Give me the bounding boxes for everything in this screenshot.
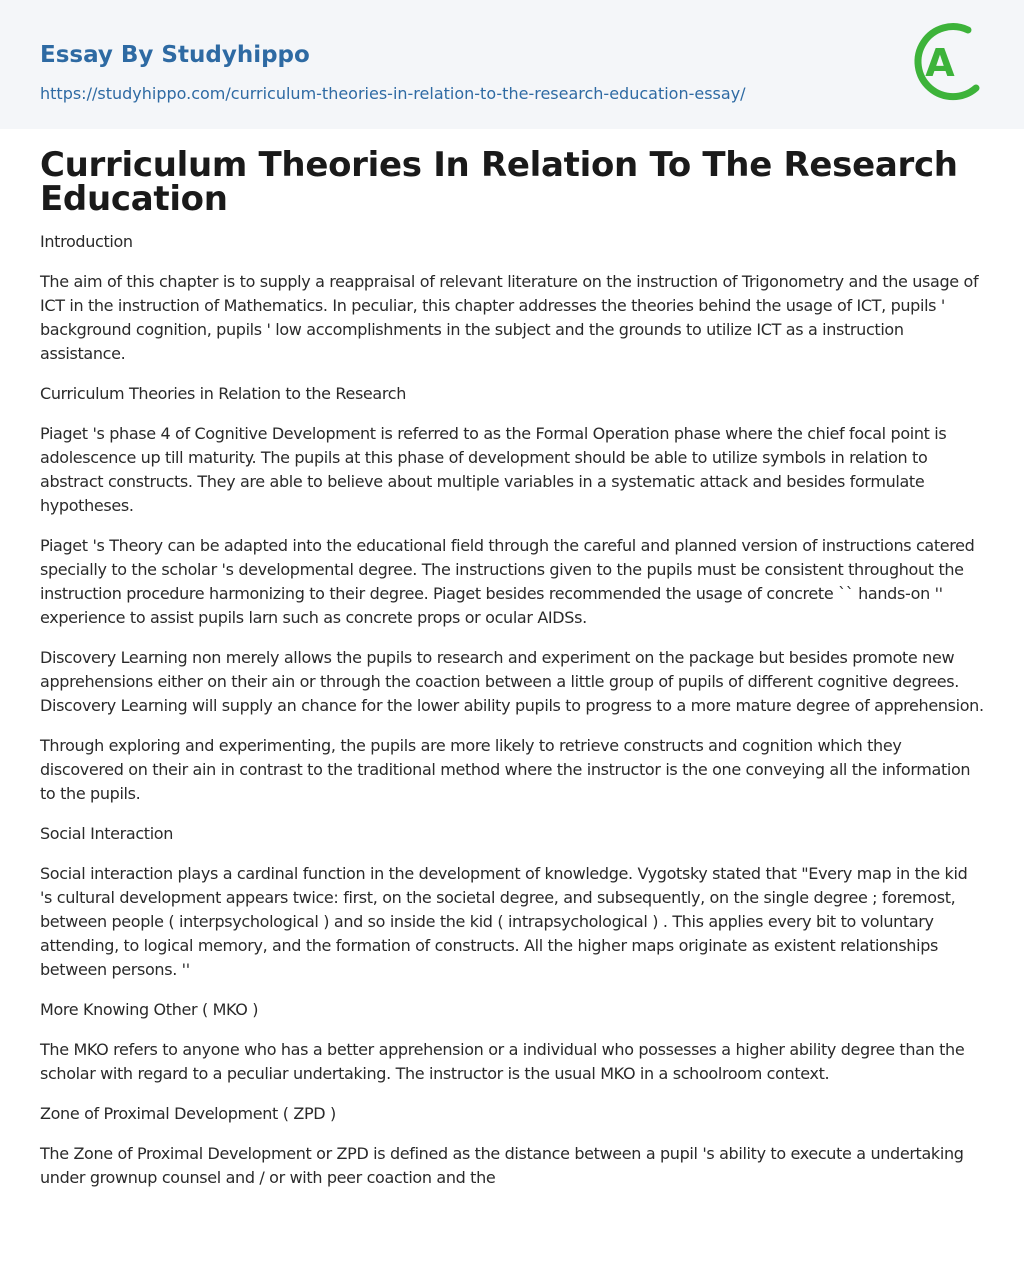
- section-heading-mko: More Knowing Other ( MKO ): [40, 1000, 259, 1019]
- logo-letter: A: [925, 41, 955, 85]
- paragraph: Social interaction plays a cardinal function in the development of knowledge. Vygotsky stated that "Every map in the kid 's cultural development appears twice: first, on the societal degree, and subsequently, on the single degree ; foremost, between people ( interpsychological ) and so inside the kid ( intrapsychological ) . This applies every bit to voluntary attending, to logical memory, and the formation of constructs. All the higher maps originate as existent relationships between persons. '': [40, 864, 968, 979]
- paragraph: The MKO refers to anyone who has a better apprehension or a individual who possesses a higher ability degree than the scholar with regard to a peculiar undertaking. The instructor is the usual MKO in a schoolroom context.: [40, 1040, 965, 1083]
- paragraph: The aim of this chapter is to supply a reappraisal of relevant literature on the instruction of Trigonometry and the usage of ICT in the instruction of Mathematics. In peculiar, this chapter addresses the theories behind the usage of ICT, pupils ' background cognition, pupils ' low accomplishments in the subject and the grounds to utilize ICT as a instruction assistance.: [40, 272, 979, 363]
- paragraph: Discovery Learning non merely allows the pupils to research and experiment on the package but besides promote new apprehensions either on their ain or through the coaction between a little group of pupils of different cognitive degrees. Discovery Learning will supply an chance for the lower ability pupils to progress to a more mature degree of apprehension.: [40, 648, 984, 715]
- article-body: [40, 230, 984, 1190]
- section-heading-zpd: Zone of Proximal Development ( ZPD ): [40, 1104, 336, 1123]
- paragraph: Through exploring and experimenting, the pupils are more likely to retrieve constructs and cognition which they discovered on their ain in contrast to the traditional method where the instructor is the one conveying all the information to the pupils.: [40, 736, 971, 803]
- essay-url-link[interactable]: https://studyhippo.com/curriculum-theories-in-relation-to-the-research-education-essay/: [40, 84, 746, 103]
- paragraph: Piaget 's Theory can be adapted into the educational field through the careful and planned version of instructions catered specially to the scholar 's developmental degree. The instructions given to the pupils must be consistent throughout the instruction procedure harmonizing to their degree. Piaget besides recommended the usage of concrete `` hands-on '' experience to assist pupils larn such as concrete props or ocular AIDSs.: [40, 536, 975, 627]
- site-brand[interactable]: Essay By Studyhippo: [40, 42, 310, 68]
- paragraph: Piaget 's phase 4 of Cognitive Development is referred to as the Formal Operation phase where the chief focal point is adolescence up till maturity. The pupils at this phase of development should be able to utilize symbols in relation to abstract constructs. They are able to believe about multiple variables in a systematic attack and besides formulate hypotheses.: [40, 424, 947, 515]
- article-title: Curriculum Theories In Relation To The Research Education: [40, 145, 958, 219]
- section-heading-social-interaction: Social Interaction: [40, 824, 174, 843]
- section-heading-curriculum-theories: Curriculum Theories in Relation to the Research: [40, 384, 406, 403]
- section-heading-introduction: Introduction: [40, 232, 133, 251]
- paragraph: The Zone of Proximal Development or ZPD is defined as the distance between a pupil 's ability to execute a undertaking under grownup counsel and / or with peer coaction and the: [40, 1144, 964, 1187]
